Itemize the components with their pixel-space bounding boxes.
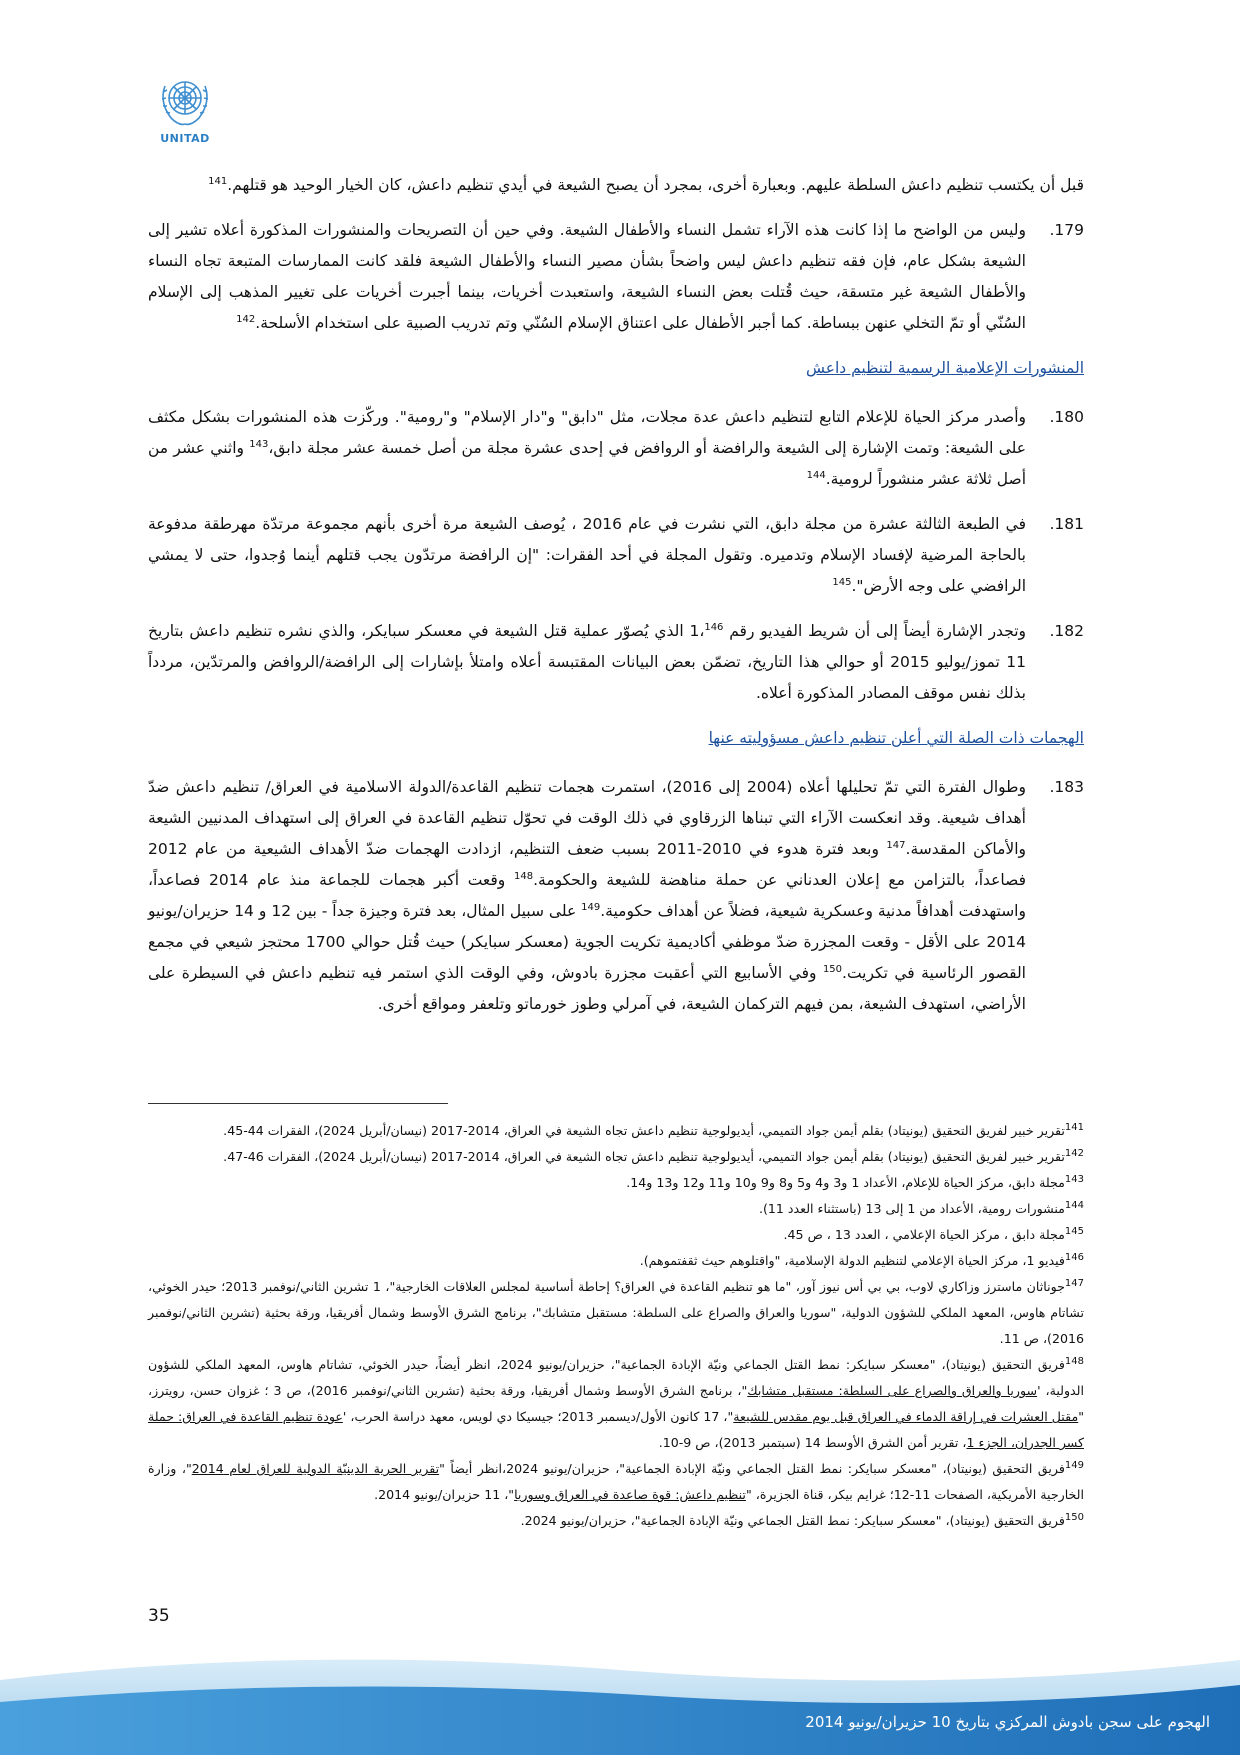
paragraph-181 <box>148 509 1084 602</box>
footnote-150 <box>148 1508 1084 1534</box>
paragraph-number: 179. <box>1049 221 1084 239</box>
footnote-ref[interactable]: 143 <box>249 438 269 450</box>
intro-paragraph <box>148 170 1084 201</box>
paragraph-text: على سبيل المثال، بعد فترة وجيزة جداً - بين 12 و 14 حزيران/يونيو 2014 على الأقل - وقعت المجزرة ضدّ موظفي أكاديمية تكريت الجوية (معسكر سبايكر) حيث قُتل حوالي 1700 محتجز شيعي في مجمع القصور الرئاسية في تكريت. <box>148 902 1026 982</box>
footnote-ref[interactable]: 147 <box>886 839 906 851</box>
footnote-ref[interactable]: 148 <box>513 870 534 882</box>
footnote-number: 142 <box>1064 1147 1084 1159</box>
footnote-number: 143 <box>1064 1173 1084 1185</box>
footnotes <box>148 1118 1084 1534</box>
footnote-link[interactable]: عودة تنظيم القاعدة في العراق: حملة كسر الجدران، الجزء 1 <box>148 1409 1084 1450</box>
footnote-link[interactable]: تقرير الحرية الدينيّة الدولية للعراق لعام 2014 <box>191 1461 440 1476</box>
footnote-ref[interactable]: 142 <box>236 313 256 325</box>
paragraph-number: 183. <box>1049 778 1084 796</box>
paragraph-text: وبعد فترة هدوء في 2010-2011 بسبب ضعف التنظيم، ازدادت الهجمات ضدّ الأهداف الشيعية من عام 2012 فصاعداً، بالتزامن مع إعلان العدناني عن حملة مناهضة للشيعة والحكومة. <box>148 840 1026 889</box>
footnote-text: "، وزارة الخارجية الأمريكية، الصفحات 11-12؛ غرايم بيكر، قناة الجزيرة، " <box>148 1461 1084 1502</box>
paragraph-text: وأصدر مركز الحياة للإعلام التابع لتنظيم داعش عدة مجلات، مثل "دابق" و"دار الإسلام" و"رومية". وركّزت هذه المنشورات بشكل مكثف على الشيعة: وتمت الإشارة إلى الشيعة والرافضة أو الروافض في إحدى عشرة مجلة من أصل خمسة عشر مجلة دابق، <box>148 408 1026 457</box>
paragraph-number: 181. <box>1049 515 1084 533</box>
section-heading-publications: المنشورات الإعلامية الرسمية لتنظيم داعش <box>805 359 1084 377</box>
paragraph-number: 182. <box>1049 622 1084 640</box>
footnote-text: مجلة دابق ، مركز الحياة الإعلامي ، العدد 13 ، ص 45. <box>783 1227 1065 1242</box>
footnote-number: 150 <box>1064 1511 1084 1523</box>
footnote-link[interactable]: سوريا والعراق والصراع على السلطة: مستقبل متشابك <box>747 1383 1038 1398</box>
paragraph-text: وتجدر الإشارة أيضاً إلى أن شريط الفيديو رقم 1، <box>689 622 1026 640</box>
intro-text: قبل أن يكتسب تنظيم داعش السلطة عليهم. وبعبارة أخرى، بمجرد أن يصبح الشيعة في أيدي تنظيم داعش، كان الخيار الوحيد هو قتلهم. <box>227 176 1084 194</box>
footnote-text: فريق التحقيق (يونيتاد)، "معسكر سبايكر: نمط القتل الجماعي ونيّة الإبادة الجماعية"، حزيران/يونيو 2024،انظر أيضاً " <box>439 1461 1065 1476</box>
paragraph-text: وطوال الفترة التي تمّ تحليلها أعلاه (2004 إلى 2016)، استمرت هجمات تنظيم القاعدة/الدولة الاسلامية في العراق/ تنظيم داعش ضدّ أهداف شيعية. وقد انعكست الآراء التي تبناها الزرقاوي في ذلك الوقت في تحوّل تنظيم القاعدة في العراق إلى استهداف المدنيين الشيعة والأماكن المقدسة. <box>148 778 1026 858</box>
paragraph-text: وليس من الواضح ما إذا كانت هذه الآراء تشمل النساء والأطفال الشيعة. وفي حين أن التصريحات والمنشورات المذكورة أعلاه تشير إلى الشيعة بشكل عام، فإن فقه تنظيم داعش ليس واضحاً بشأن مصير النساء والأطفال الشيعة فلقد كانت الممارسات المتبعة تجاه النساء والأطفال الشيعة غير متسقة، حيث قُتلت بعض النساء الشيعة، واستعبدت أخريات، بينما أجبرت أخريات على تغيير المذهب إلى الإسلام السُنّي أو تمّ التخلي عنهن ببساطة. كما أجبر الأطفال على اعتناق الإسلام السُنّي وتم تدريب الصبية على استخدام الأسلحة. <box>148 221 1026 332</box>
footer-wave-band <box>0 1640 1240 1755</box>
footnote-number: 141 <box>1064 1121 1084 1133</box>
paragraph-179 <box>148 215 1084 339</box>
paragraph-183 <box>148 772 1084 1020</box>
footnote-ref[interactable]: 150 <box>822 963 843 975</box>
footnote-separator <box>148 1103 448 1104</box>
footnote-number: 144 <box>1064 1199 1084 1211</box>
footnote-number: 148 <box>1064 1355 1084 1367</box>
section-heading-attacks: الهجمات ذات الصلة التي أعلن تنظيم داعش مسؤوليته عنها <box>708 729 1084 747</box>
main-content <box>148 170 1084 1034</box>
footnote-text: منشورات رومية، الأعداد من 1 إلى 13 (باستثناء العدد 11). <box>758 1201 1065 1216</box>
footnote-text: "، برنامج الشرق الأوسط وشمال أفريقيا، ورقة بحثية (تشرين الثاني/نوفمبر 2016)، ص 3 ؛ غزوان حسن، رويترز، " <box>148 1383 1084 1424</box>
unitad-logo <box>148 72 222 145</box>
footnote-link[interactable]: مقتل العشرات في إراقة الدماء في العراق قبل يوم مقدس للشيعة <box>733 1409 1079 1424</box>
footnote-147 <box>148 1274 1084 1352</box>
footnote-text: "، 17 كانون الأول/ديسمبر 2013؛ جيسيكا دي لويس، معهد دراسة الحرب، ' <box>342 1409 734 1424</box>
footnote-143 <box>148 1170 1084 1196</box>
footnote-number: 146 <box>1064 1251 1084 1263</box>
footnote-ref[interactable]: 149 <box>581 901 601 913</box>
logo-text: UNITAD <box>160 132 210 145</box>
paragraph-text: وفي الأسابيع التي أعقبت مجزرة بادوش، وفي الوقت الذي استمر فيه تنظيم داعش في السيطرة على الأراضي، استهدف الشيعة، بمن فيهم التركمان الشيعة، في آمرلي وطوز خورماتو وتلعفر ومواقع أخرى. <box>148 964 1026 1013</box>
footnote-text: تقرير خبير لفريق التحقيق (يونيتاد) بقلم أيمن جواد التميمي، أيديولوجية تنظيم داعش تجاه الشيعة في العراق، 2014-2017 (نيسان/أبريل 2024)، الفقرات 46-47. <box>223 1149 1065 1164</box>
footnote-text: فريق التحقيق (يونيتاد)، "معسكر سبايكر: نمط القتل الجماعي ونيّة الإبادة الجماعية"، حزيران/يونيو 2024. <box>520 1513 1065 1528</box>
footnote-ref[interactable]: 146 <box>704 621 724 633</box>
paragraph-text: وقعت أكبر هجمات للجماعة منذ عام 2014 فصاعداً، واستهدفت أهدافاً مدنية وعسكرية شيعية، فضلاً عن أهداف حكومية. <box>148 871 1026 920</box>
footnote-ref[interactable]: 144 <box>806 469 826 481</box>
footnote-number: 145 <box>1064 1225 1084 1237</box>
footnote-149 <box>148 1456 1084 1508</box>
footnote-144 <box>148 1196 1084 1222</box>
footnote-text: تقرير خبير لفريق التحقيق (يونيتاد) بقلم أيمن جواد التميمي، أيديولوجية تنظيم داعش تجاه الشيعة في العراق، 2014-2017 (نيسان/أبريل 2024)، الفقرات 44-45. <box>223 1123 1065 1138</box>
paragraph-text: في الطبعة الثالثة عشرة من مجلة دابق، التي نشرت في عام 2016 ، يُوصف الشيعة مرة أخرى بأنهم مجموعة مرتدّة مهرطقة مدفوعة بالحاجة المرضية لإفساد الإسلام وتدميره. وتقول المجلة في أحد الفقرات: "إن الرافضة مرتدّون يجب قتلهم أينما وُجدوا، حتى لا يمشي الرافضي على وجه الأرض". <box>148 515 1026 595</box>
paragraph-text: الذي يُصوّر عملية قتل الشيعة في معسكر سبايكر، والذي نشره تنظيم داعش بتاريخ 11 تموز/يوليو 2015 أو حوالي هذا التاريخ، تضمّن بعض البيانات المقتبسة أعلاه وامتلأ بإشارات إلى الرافضة/الروافض والمرتدّين، مردداً بذلك نفس موقف المصادر المذكورة أعلاه. <box>148 622 1026 702</box>
paragraph-182 <box>148 616 1084 709</box>
footnote-148 <box>148 1352 1084 1456</box>
paragraph-number: 180. <box>1049 408 1084 426</box>
footnote-141 <box>148 1118 1084 1144</box>
footnote-text: فيديو 1، مركز الحياة الإعلامي لتنظيم الدولة الإسلامية، "واقتلوهم حيث ثقفتموهم). <box>639 1253 1065 1268</box>
footnote-number: 147 <box>1064 1277 1084 1289</box>
paragraph-180 <box>148 402 1084 495</box>
un-emblem-icon <box>153 72 217 130</box>
footnote-text: ، تقرير أمن الشرق الأوسط 14 (سبتمبر 2013)، ص 9-10. <box>658 1435 967 1450</box>
page-number: 35 <box>148 1606 170 1626</box>
footnote-number: 149 <box>1064 1459 1084 1471</box>
footnote-text: جوناثان ماسترز وزاكاري لاوب، بي بي أس نيوز آور، "ما هو تنظيم القاعدة في العراق؟ إحاطة أساسية لمجلس العلاقات الخارجية"، 1 تشرين الثاني/نوفمبر 2013؛ حيدر الخوئي، تشاتام هاوس، المعهد الملكي للشؤون الدولية، "سوريا والعراق والصراع على السلطة: مستقبل متشابك"، برنامج الشرق الأوسط وشمال أفريقيا، ورقة بحثية (تشرين الثاني/نوفمبر 2016)، ص 11. <box>148 1279 1084 1346</box>
footnote-text: مجلة دابق، مركز الحياة للإعلام، الأعداد 1 و3 و4 و5 و8 و9 و10 و11 و12 و13 و14. <box>626 1175 1065 1190</box>
footnote-146 <box>148 1248 1084 1274</box>
footnote-ref[interactable]: 145 <box>832 576 852 588</box>
paragraph-text: واثني عشر من أصل ثلاثة عشر منشوراً لرومية. <box>148 439 1026 488</box>
footnote-142 <box>148 1144 1084 1170</box>
footnote-link[interactable]: تنظيم داعش: قوة صاعدة في العراق وسوريا <box>514 1487 746 1502</box>
footnote-text: "، 11 حزيران/يونيو 2014. <box>374 1487 515 1502</box>
footnote-145 <box>148 1222 1084 1248</box>
footnote-text: فريق التحقيق (يونيتاد)، "معسكر سبايكر: نمط القتل الجماعي ونيّة الإبادة الجماعية"، حزيران/يونيو 2024، انظر أيضاً، حيدر الخوئي، تشاتام هاوس، المعهد الملكي للشؤون الدولية، ' <box>148 1357 1084 1398</box>
footnote-ref[interactable]: 141 <box>208 175 228 187</box>
footer-title: الهجوم على سجن بادوش المركزي بتاريخ 10 حزيران/يونيو 2014 <box>805 1713 1210 1731</box>
